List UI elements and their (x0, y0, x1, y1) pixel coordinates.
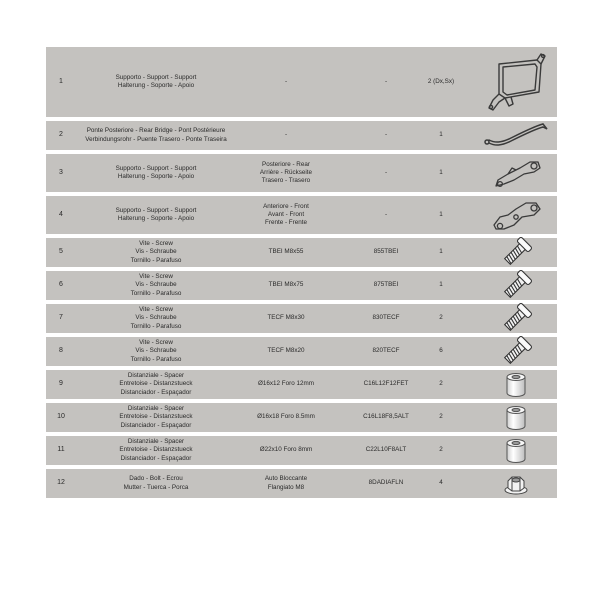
part-code-text: - (384, 210, 388, 218)
item-number-text: 12 (57, 479, 65, 487)
item-number-text: 7 (59, 314, 63, 322)
part-description-text: Supporto - Support - Support Halterung - Soporte - Apoio (115, 164, 197, 180)
part-code-text: 830TECF (372, 314, 400, 322)
part-specification-text: TECF M8x30 (267, 314, 305, 322)
part-description-text: Distanziale - Spacer Entretoise - Distanzstueck Distanciador - Espaçador (119, 405, 193, 429)
part-quantity-text: 1 (439, 131, 443, 139)
spacer-icon (474, 370, 557, 399)
rear-bracket-icon (474, 154, 557, 192)
part-specification (236, 304, 336, 333)
item-number (46, 121, 76, 150)
item-number-text: 4 (59, 210, 63, 218)
part-description-text: Supporto - Support - Support Halterung - Soporte - Apoio (115, 73, 197, 89)
part-quantity-text: 1 (439, 168, 443, 176)
part-description-text: Distanziale - Spacer Entretoise - Distanzstueck Distanciador - Espaçador (119, 372, 193, 396)
part-quantity-text: 2 (439, 446, 443, 454)
part-description (76, 238, 236, 267)
part-description-text: Distanziale - Spacer Entretoise - Distanzstueck Distanciador - Espaçador (119, 438, 193, 462)
part-specification (236, 196, 336, 234)
item-number-text: 5 (59, 248, 63, 256)
part-code-text: C22L10F8ALT (365, 446, 407, 454)
item-number-text: 3 (59, 168, 63, 176)
part-specification-text: Ø22x10 Foro 8mm (259, 446, 313, 454)
part-specification (236, 238, 336, 267)
part-specification (236, 337, 336, 366)
screw-icon (474, 304, 557, 333)
item-number (46, 403, 76, 432)
part-description-text: Vite - Screw Vis - Schraube Tornillo - Parafuso (130, 339, 182, 363)
part-specification-text: TBEI M8x55 (268, 248, 304, 256)
item-number (46, 469, 76, 498)
part-specification (236, 403, 336, 432)
part-code-text: 820TECF (372, 347, 400, 355)
part-specification-text: TBEI M8x75 (268, 281, 304, 289)
item-number (46, 436, 76, 465)
part-specification (236, 121, 336, 150)
table-row (46, 465, 557, 498)
table-row (46, 333, 557, 366)
part-specification-text: Auto Bloccante Flangiato M8 (264, 475, 308, 491)
table-row (46, 267, 557, 300)
part-description (76, 469, 236, 498)
item-number (46, 370, 76, 399)
part-code-text: 8DADIAFLN (368, 479, 404, 487)
part-specification (236, 370, 336, 399)
screw-icon (474, 238, 557, 267)
item-number (46, 238, 76, 267)
part-description-text: Dado - Bolt - Ecrou Mutter - Tuerca - Porca (123, 475, 189, 491)
part-description (76, 196, 236, 234)
part-description (76, 436, 236, 465)
item-number (46, 271, 76, 300)
table-row (46, 300, 557, 333)
part-specification-text: Posteriore - Rear Arrière - Rückseite Trasero - Trasero (259, 160, 313, 185)
item-number-text: 1 (59, 77, 63, 85)
screw-icon (474, 271, 557, 300)
part-description (76, 403, 236, 432)
parts-table (46, 47, 557, 498)
part-specification-text: TECF M8x20 (267, 347, 305, 355)
part-quantity-text: 2 (439, 380, 443, 388)
part-code-text: 875TBEI (373, 281, 399, 289)
spacer-icon (474, 436, 557, 465)
part-specification (236, 271, 336, 300)
part-specification-text: Anteriore - Front Avant - Front Frente - Frente (263, 202, 309, 227)
part-description (76, 370, 236, 399)
part-specification (236, 436, 336, 465)
part-quantity-text: 2 (439, 413, 443, 421)
item-number (46, 47, 76, 117)
item-number (46, 154, 76, 192)
part-quantity-text: 2 (Dx,Sx) (427, 77, 455, 85)
part-description-text: Supporto - Support - Support Halterung - Soporte - Apoio (115, 206, 197, 222)
part-specification-text: - (284, 131, 288, 139)
part-description (76, 337, 236, 366)
item-number (46, 337, 76, 366)
part-quantity-text: 1 (439, 248, 443, 256)
table-row (46, 117, 557, 150)
flange-nut-icon (474, 469, 557, 498)
part-description-text: Ponte Posteriore - Rear Bridge - Pont Postérieure Verbindungsrohr - Puente Trasero - Ponte Traseira (85, 127, 227, 143)
part-quantity-text: 4 (439, 479, 443, 487)
part-description (76, 47, 236, 117)
part-specification-text: Ø16x18 Foro 8.5mm (257, 413, 315, 421)
part-code-text: 855TBEI (373, 248, 399, 256)
item-number (46, 304, 76, 333)
table-row (46, 234, 557, 267)
rear-bridge-icon (474, 121, 557, 150)
part-specification-text: - (284, 77, 288, 85)
part-description-text: Vite - Screw Vis - Schraube Tornillo - Parafuso (130, 273, 182, 297)
part-quantity-text: 6 (439, 347, 443, 355)
table-row (46, 47, 557, 117)
screw-icon (474, 337, 557, 366)
item-number-text: 9 (59, 380, 63, 388)
part-code-text: C16L18F8,5ALT (363, 413, 409, 421)
part-description (76, 304, 236, 333)
part-code-text: - (384, 77, 388, 85)
side-frame-icon (474, 47, 557, 117)
item-number-text: 10 (57, 413, 65, 421)
item-number-text: 8 (59, 347, 63, 355)
part-specification (236, 469, 336, 498)
part-specification (236, 47, 336, 117)
front-bracket-icon (474, 196, 557, 234)
item-number-text: 6 (59, 281, 63, 289)
part-code-text: C16L12F12FET (363, 380, 409, 388)
table-row (46, 366, 557, 399)
item-number (46, 196, 76, 234)
part-description (76, 154, 236, 192)
part-code-text: - (384, 168, 388, 176)
part-quantity-text: 1 (439, 281, 443, 289)
table-row (46, 192, 557, 234)
table-row (46, 150, 557, 192)
part-specification (236, 154, 336, 192)
part-specification-text: Ø16x12 Foro 12mm (258, 380, 314, 388)
part-description (76, 121, 236, 150)
table-row (46, 432, 557, 465)
part-description-text: Vite - Screw Vis - Schraube Tornillo - Parafuso (130, 306, 182, 330)
part-code-text: - (384, 131, 388, 139)
part-description-text: Vite - Screw Vis - Schraube Tornillo - Parafuso (130, 240, 182, 264)
part-quantity-text: 1 (439, 210, 443, 218)
spacer-icon (474, 403, 557, 432)
item-number-text: 2 (59, 131, 63, 139)
table-row (46, 399, 557, 432)
item-number-text: 11 (57, 446, 65, 454)
part-description (76, 271, 236, 300)
part-quantity-text: 2 (439, 314, 443, 322)
